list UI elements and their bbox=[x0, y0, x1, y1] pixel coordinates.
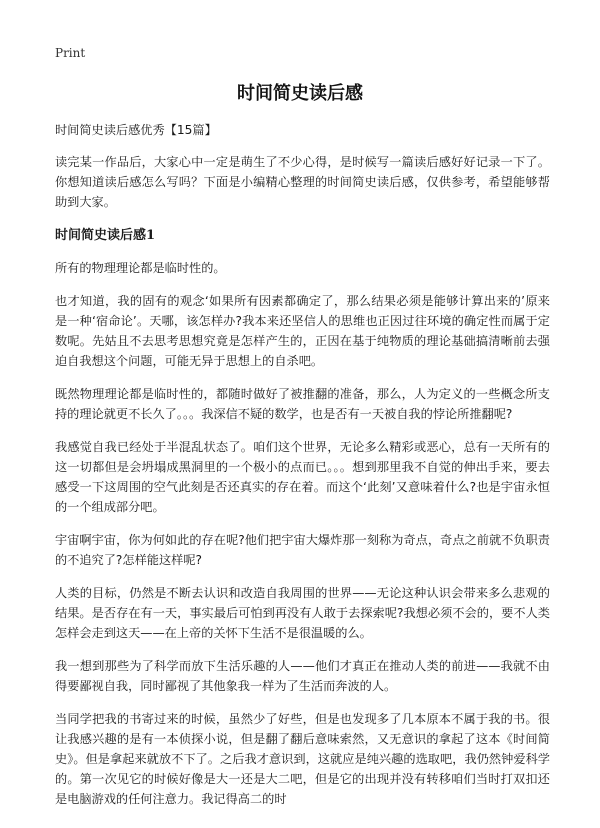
section-heading: 时间简史读后感1 bbox=[55, 228, 156, 243]
body-paragraph-1: 所有的物理理论都是临时性的。 bbox=[55, 261, 226, 275]
page-title: 时间简史读后感 bbox=[237, 83, 363, 104]
article-body bbox=[55, 120, 550, 822]
body-paragraph-6: 人类的目标，仍然是不断去认识和改造自我周围的世界——无论这种认识会带来多么悲观的结果。是否存在有一天，事实最后可怕到再没有人敢于去探索呢?我想必须不会的，要不人类怎样会走到这天——在上帝的关怀下生活不是很温暖的么。 bbox=[55, 586, 550, 640]
print-link[interactable]: Print bbox=[55, 46, 86, 60]
body-paragraph-8: 当同学把我的书寄过来的时候，虽然少了好些，但是也发现多了几本原本不属于我的书。很让我感兴趣的是有一本侦探小说，但是翻了翻后意味索然，又无意识的拿起了这本《时间简史》。但是拿起来就放不下了。之后我才意识到，这就应是纯兴趣的选取吧，我仍然钟爱科学的。第一次见它的时候好像是大一还是大二吧，但是它的出现并没有转移咱们当时打双扣还是电脑游戏的任何注意力。我记得高二的时 bbox=[55, 712, 550, 806]
body-paragraph-3: 既然物理理论都是临时性的，都随时做好了被推翻的准备，那么，人为定义的一些概念所支持的理论就更不长久了。。。我深信不疑的数学，也是否有一天被自我的悖论所推翻呢? bbox=[55, 387, 550, 421]
body-paragraph-2: 也才知道，我的固有的观念‘如果所有因素都确定了，那么结果必须是能够计算出来的’原来是一种‘宿命论’。天哪，该怎样办?我本来还坚信人的思维也正因过往环境的确定性而属于定数呢。先姑且不去思考思想究竟是怎样产生的，正因在基于纯物质的理论基础搞清晰前去强迫自我想这个问题，可能无异于思想上的自杀吧。 bbox=[55, 294, 550, 368]
article-subtitle: 时间简史读后感优秀【15篇】 bbox=[55, 123, 217, 137]
body-paragraph-5: 宇宙啊宇宙，你为何如此的存在呢?他们把宇宙大爆炸那一刻称为奇点，奇点之前就不负职责的不追究了?怎样能这样呢? bbox=[55, 533, 550, 567]
body-paragraph-4: 我感觉自我已经处于半混乱状态了。咱们这个世界，无论多么精彩或恶心，总有一天所有的这一切都但是会坍塌成黑洞里的一个极小的点而已。。。想到那里我不自觉的伸出手来，要去感受一下这周围的空气此刻是否还真实的存在着。而这个‘此刻’又意味着什么?也是宇宙永恒的一个组成部分吧。 bbox=[55, 440, 550, 514]
intro-paragraph: 读完某一作品后，大家心中一定是萌生了不少心得，是时候写一篇读后感好好记录一下了。你想知道读后感怎么写吗？下面是小编精心整理的时间简史读后感，仅供参考，希望能够帮助到大家。 bbox=[55, 155, 550, 209]
body-paragraph-7: 我一想到那些为了科学而放下生活乐趣的人——他们才真正在推动人类的前进——我就不由得要鄙视自我，同时鄙视了其他象我一样为了生活而奔波的人。 bbox=[55, 659, 550, 693]
